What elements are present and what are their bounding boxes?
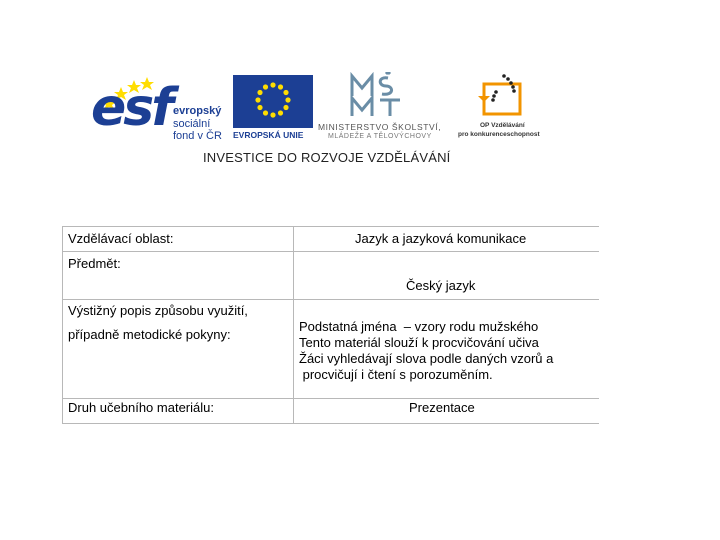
esf-wordmark: esf	[91, 78, 171, 138]
row-label-popis-line1: Výstižný popis způsobu využití,	[68, 303, 248, 318]
esf-text-line2: sociální	[173, 118, 211, 130]
row-label-oblast: Vzdělávací oblast:	[68, 231, 174, 246]
op-vzdelavani-logo	[458, 72, 558, 144]
eu-logo	[233, 75, 315, 141]
row-value-oblast: Jazyk a jazyková komunikace	[355, 231, 527, 246]
op-text-line2: pro konkurenceschopnost	[458, 131, 540, 138]
msmt-text-line1: MINISTERSTVO ŠKOLSTVÍ,	[318, 122, 442, 132]
row-divider	[63, 299, 599, 300]
eu-flag-icon	[233, 75, 313, 128]
column-divider	[293, 227, 294, 423]
row-value-druh: Prezentace	[409, 400, 475, 415]
row-divider	[63, 398, 599, 399]
row-label-popis-line2: případně metodické pokyny:	[68, 327, 231, 342]
metadata-table	[62, 226, 599, 424]
row-value-predmet: Český jazyk	[406, 278, 476, 293]
esf-text-line3: fond v ČR	[173, 130, 222, 142]
esf-text-line1: evropský	[173, 105, 222, 117]
msmt-monogram-icon	[348, 72, 420, 118]
eu-label: EVROPSKÁ UNIE	[233, 130, 304, 140]
msmt-text-line2: MLÁDEŽE A TĚLOVÝCHOVY	[328, 133, 432, 140]
op-logo-icon	[474, 72, 538, 120]
row-value-popis-line2: Tento materiál slouží k procvičování učiva	[299, 335, 539, 350]
op-text-line1: OP Vzdělávání	[480, 122, 525, 129]
row-value-popis-line1: Podstatná jména – vzory rodu mužského	[299, 319, 539, 334]
tagline: INVESTICE DO ROZVOJE VZDĚLÁVÁNÍ	[203, 150, 451, 165]
esf-logo	[91, 75, 228, 141]
logo-strip	[0, 0, 720, 180]
row-value-popis-line4: procvičují i čtení s porozuměním.	[299, 367, 493, 382]
row-value-popis-line3: Žáci vyhledávají slova podle daných vzorů a	[299, 351, 554, 366]
msmt-logo	[318, 72, 458, 144]
row-divider	[63, 251, 599, 252]
row-label-predmet: Předmět:	[68, 256, 121, 271]
row-label-druh: Druh učebního materiálu:	[68, 400, 214, 415]
